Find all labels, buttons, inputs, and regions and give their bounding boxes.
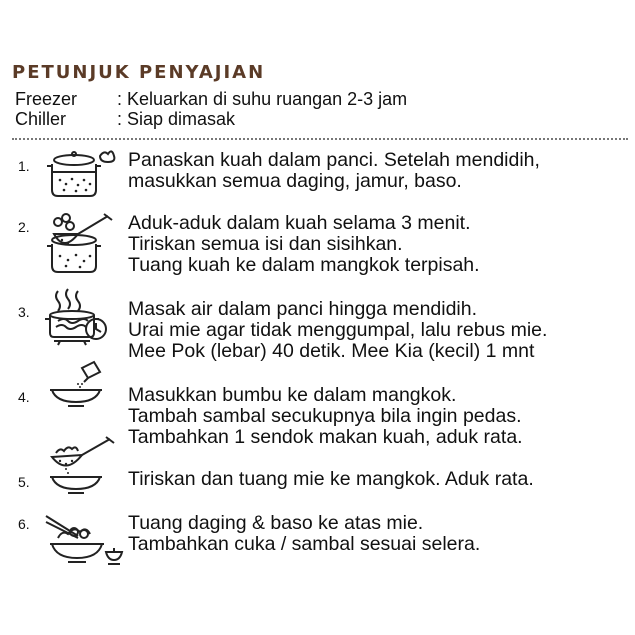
step-line: Tambah sambal secukupnya bila ingin pedas. [128,405,522,427]
step-number: 2. [18,219,30,235]
bowl-strainer-icon [44,433,116,495]
step-line: Urai mie agar tidak menggumpal, lalu rebus mie. [128,319,548,341]
pot-timer-icon [44,287,116,347]
step-text [128,385,523,448]
noodle-bowl-chopsticks-icon [44,508,124,568]
page-title: PETUNJUK PENYAJIAN [12,62,266,83]
storage-label: Chiller [15,109,67,129]
step-line: Tiriskan semua isi dan sisihkan. [128,233,403,255]
step-line: Tiriskan dan tuang mie ke mangkok. Aduk rata. [128,468,534,490]
step-line: Tambahkan 1 sendok makan kuah, aduk rata. [128,426,523,448]
step-line: Panaskan kuah dalam panci. Setelah mendidih, [128,149,540,171]
storage-row-freezer [15,89,407,109]
storage-row-chiller [15,109,235,129]
step-line: Tambahkan cuka / sambal sesuai selera. [128,533,481,555]
dotted-divider [12,138,628,140]
step-number: 5. [18,474,30,490]
pot-strainer-icon [44,210,116,276]
pot-boiling-icon [44,146,116,200]
step-line: Masukkan bumbu ke dalam mangkok. [128,384,457,406]
step-text [128,469,534,490]
step-line: Aduk-aduk dalam kuah selama 3 menit. [128,212,471,234]
step-line: Tuang kuah ke dalam mangkok terpisah. [128,254,480,276]
step-text [128,213,480,276]
step-text [128,513,480,555]
bowl-seasoning-icon [44,360,116,410]
step-line: masukkan semua daging, jamur, baso. [128,170,462,192]
step-text [128,299,547,362]
step-number: 3. [18,304,30,320]
step-number: 6. [18,516,30,532]
step-line: Masak air dalam panci hingga mendidih. [128,298,478,320]
storage-label: Freezer [15,89,78,109]
storage-text: : Siap dimasak [117,109,236,129]
step-text [128,150,540,192]
step-number: 1. [18,158,30,174]
storage-text: : Keluarkan di suhu ruangan 2-3 jam [117,89,408,109]
step-line: Tuang daging & baso ke atas mie. [128,512,424,534]
step-number: 4. [18,389,30,405]
step-line: Mee Pok (lebar) 40 detik. Mee Kia (kecil) 1 mnt [128,340,535,362]
